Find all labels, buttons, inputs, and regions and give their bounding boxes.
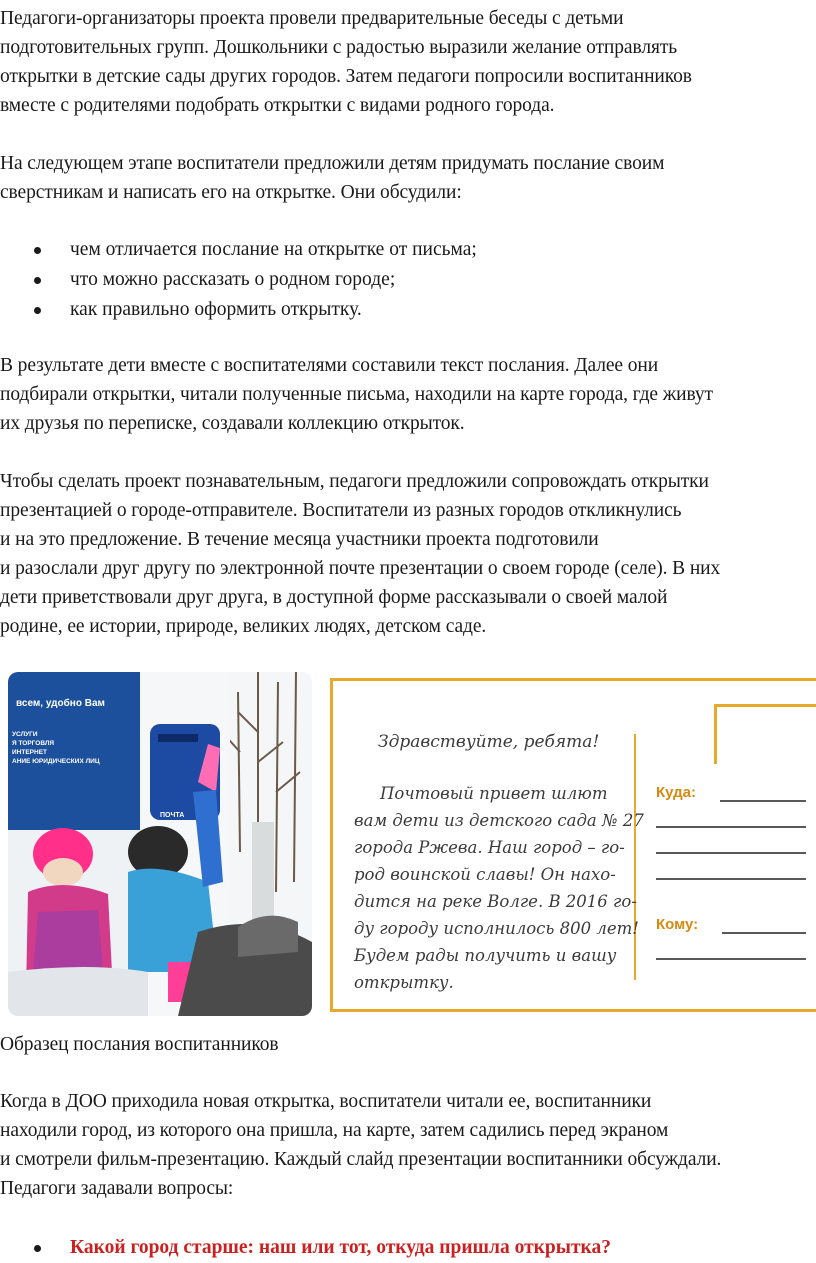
- postcard-greeting: Здравствуйте, ребята!: [378, 732, 600, 752]
- postcard-message-line: Почтовый привет шлют: [380, 784, 608, 803]
- list-item-text: как правильно оформить открытку.: [70, 299, 362, 320]
- paragraph-1-line-4: вместе с родителями подобрать открытки с видами родного города.: [0, 95, 555, 116]
- paragraph-5-line-2: находили город, из которого она пришла, на карте, затем садились перед экраном: [0, 1120, 669, 1141]
- postcard-message-line: города Ржева. Наш город – го-: [354, 838, 625, 857]
- list-item-question: [0, 1233, 816, 1263]
- postcard-sample: [326, 672, 816, 1016]
- sign-line-3: ИНТЕРНЕТ: [12, 749, 48, 756]
- paragraph-4-line-4: и разослали друг другу по электронной почте презентации о своем городе (селе). В них: [0, 558, 721, 579]
- list-item: [0, 295, 816, 325]
- postcard-message-line: вам дети из детского сада № 27: [354, 811, 644, 830]
- paragraph-1-line-2: подготовительных групп. Дошкольники с радостью выразили желание отправлять: [0, 37, 678, 58]
- paragraph-4-line-6: родине, ее истории, природе, великих людях, детском саде.: [0, 616, 487, 637]
- paragraph-5-line-3: и смотрели фильм-презентацию. Каждый слайд презентации воспитанники обсуждали.: [0, 1149, 722, 1170]
- postcard-message-line: дится на реке Волге. В 2016 го-: [354, 892, 637, 911]
- address-line: [656, 852, 806, 854]
- postcard-divider: [634, 734, 636, 980]
- paragraph-3-line-1: В результате дети вместе с воспитателями составили текст послания. Далее они: [0, 355, 659, 376]
- stamp-corner-line-vertical: [714, 704, 717, 764]
- paragraph-1-line-1: Педагоги-организаторы проекта провели предварительные беседы с детьми: [0, 8, 624, 29]
- sign-line-1: УСЛУГИ: [12, 731, 38, 738]
- stamp-corner-line: [714, 704, 816, 707]
- paragraph-4-line-1: Чтобы сделать проект познавательным, педагоги предложили сопровождать открытки: [0, 471, 709, 492]
- sign-line-4: АНИЕ ЮРИДИЧЕСКИХ ЛИЦ: [12, 758, 100, 765]
- paragraph-3-line-2: подбирали открытки, читали полученные письма, находили на карте города, где живут: [0, 384, 713, 405]
- mailbox-label: ПОЧТА: [160, 812, 185, 819]
- to-whom-label: Кому:: [656, 916, 699, 933]
- list-item-text: Какой город старше: наш или тот, откуда пришла открытка?: [70, 1237, 611, 1258]
- bullet-icon: [34, 307, 41, 314]
- sign-line-2: Я ТОРГОВЛЯ: [12, 740, 55, 747]
- address-line: [720, 800, 806, 802]
- figure-caption: Образец послания воспитанников: [0, 1034, 279, 1055]
- list-item-text: что можно рассказать о родном городе;: [70, 269, 396, 290]
- paragraph-2-line-1: На следующем этапе воспитатели предложили детям придумать послание своим: [0, 153, 665, 174]
- address-line: [656, 878, 806, 880]
- list-item: [0, 265, 816, 295]
- paragraph-5-line-1: Когда в ДОО приходила новая открытка, воспитатели читали ее, воспитанники: [0, 1091, 652, 1112]
- bullet-icon: [34, 277, 41, 284]
- postcard-message-line: Будем рады получить и вашу: [354, 946, 617, 965]
- paragraph-2-line-2: сверстникам и написать его на открытке. Они обсудили:: [0, 182, 462, 203]
- postcard-message-line: род воинской славы! Он нахо-: [354, 865, 616, 884]
- recipient-line: [656, 958, 806, 960]
- paragraph-3-line-3: их друзья по переписке, создавали коллекцию открыток.: [0, 413, 465, 434]
- address-line: [656, 826, 806, 828]
- postcard-message-line: открытку.: [354, 973, 454, 992]
- paragraph-1-line-3: открытки в детские сады других городов. Затем педагоги попросили воспитанников: [0, 66, 692, 87]
- postcard-message-line: ду городу исполнилось 800 лет!: [354, 919, 639, 938]
- photo-children-mailbox: [8, 672, 312, 1016]
- list-item-text: чем отличается послание на открытке от письма;: [70, 239, 477, 260]
- bullet-icon: [34, 1245, 41, 1252]
- bullet-icon: [34, 247, 41, 254]
- paragraph-4-line-3: и на это предложение. В течение месяца участники проекта подготовили: [0, 529, 599, 550]
- sign-title-text: всем, удобно Вам: [16, 698, 105, 709]
- paragraph-4-line-5: дети приветствовали друг друга, в доступной форме рассказывали о своей малой: [0, 587, 668, 608]
- recipient-line: [722, 932, 806, 934]
- paragraph-5-line-4: Педагоги задавали вопросы:: [0, 1178, 234, 1199]
- to-where-label: Куда:: [656, 784, 696, 801]
- list-item: [0, 235, 816, 265]
- paragraph-4-line-2: презентацией о городе-отправителе. Воспитатели из разных городов откликнулись: [0, 500, 682, 521]
